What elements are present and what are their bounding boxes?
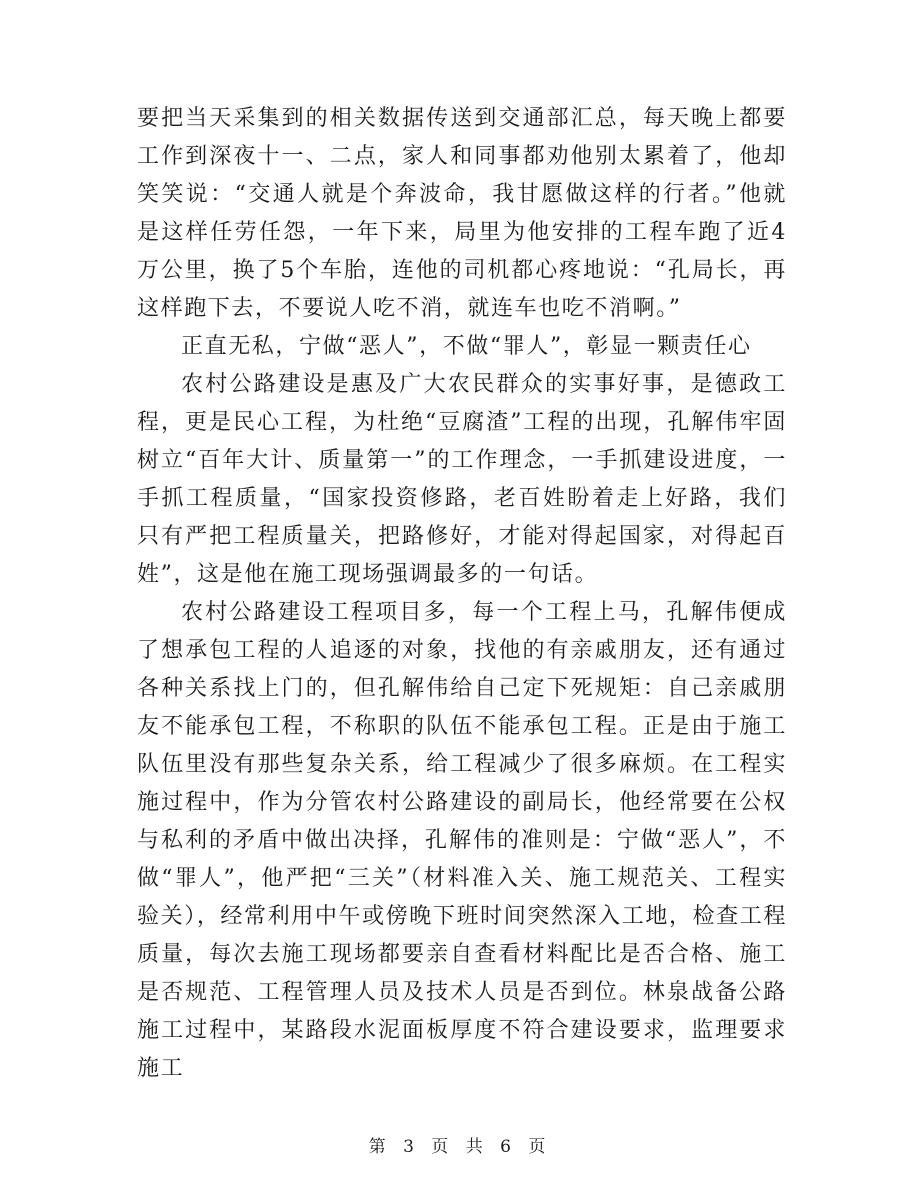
section-heading: 正直无私，宁做“恶人”，不做“罪人”，彰显一颗责任心 (181, 334, 752, 359)
paragraph: 农村公路建设工程项目多，每一个工程上马，孔解伟便成了想承包工程的人追逐的对象，找他的有亲戚朋友，还有通过各种关系找上门的，但孔解伟给自己定下死规矩：自己亲戚朋友不能承包工程，不称职的队伍不能承包工程。正是由于施工队伍里没有那些复杂关系，给工程减少了很多麻烦。在工程实施过程中，作为分管农村公路建设的副局长，他经常要在公权与私利的矛盾中做出决择，孔解伟的准则是：宁做“恶人”，不做“罪人”，他严把“三关”（材料准入关、施工规范关、工程实验关），经常利用中午或傍晚下班时间突然深入工地，检查工程质量，每次去施工现场都要亲自查看材料配比是否合格、施工是否规范、工程管理人员及技术人员是否到位。林泉战备公路施工过程中，某路段水泥面板厚度不符合建设要求，监理要求施工 (137, 600, 787, 1081)
paragraph-continued: 要把当天采集到的相关数据传送到交通部汇总，每天晚上都要工作到深夜十一、二点，家人和同事都劝他别太累着了，他却笑笑说：“交通人就是个奔波命，我甘愿做这样的行者。”他就是这样任劳任怨，一年下来，局里为他安排的工程车跑了近4万公里，换了5个车胎，连他的司机都心疼地说：“孔局长，再这样跑下去，不要说人吃不消，就连车也吃不消啊。” (137, 106, 787, 321)
document-body (137, 100, 787, 1088)
paragraph: 农村公路建设是惠及广大农民群众的实事好事，是德政工程，更是民心工程，为杜绝“豆腐渣”工程的出现，孔解伟牢固树立“百年大计、质量第一”的工作理念，一手抓建设进度，一手抓工程质量，“国家投资修路，老百姓盼着走上好路，我们只有严把工程质量关，把路修好，才能对得起国家，对得起百姓”，这是他在施工现场强调最多的一句话。 (137, 372, 787, 587)
page-footer: 第 3 页 共 6 页 (368, 1137, 552, 1157)
